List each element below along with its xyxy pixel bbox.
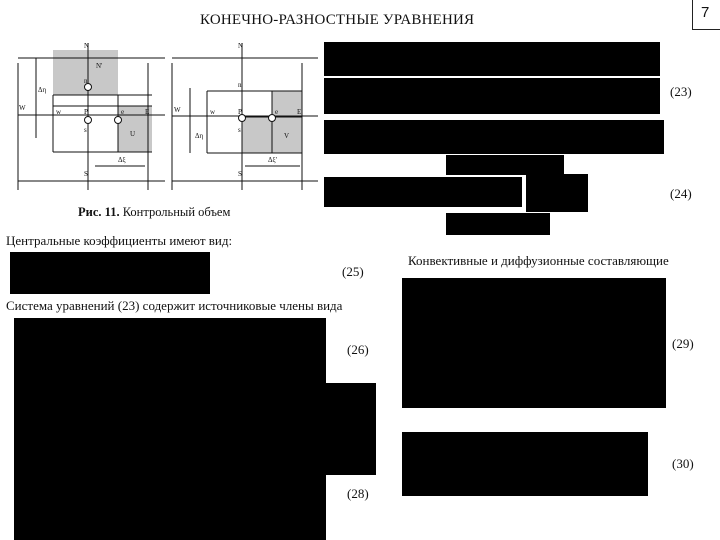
left-label-U: U [130,130,136,138]
equation-number-28: (28) [347,486,369,501]
convective-diffusive-text: Конвективные и диффузионные составляющие [408,253,669,268]
figure-caption-text: Контрольный объем [122,205,231,219]
central-coefficients-text: Центральные коэффициенты имеют вид: [6,233,233,248]
right-label-dy: Δη [195,132,204,140]
control-volume-figure [0,38,320,198]
right-label-V: V [284,132,290,140]
equation-block-27 [326,383,376,475]
left-label-dx: Δξ [118,156,126,164]
left-label-N-top: N [84,42,90,50]
equation-number-23: (23) [670,84,692,99]
left-node-p [85,117,92,124]
right-diagram [172,42,318,190]
equation-block-5 [324,177,522,207]
left-label-N-cell: N' [96,62,103,70]
equation-block-30 [402,432,648,496]
right-label-S: S [238,170,242,178]
equation-number-24: (24) [670,186,692,201]
equation-block-29 [402,278,666,408]
equation-block-7 [446,213,550,235]
right-label-n: n [238,81,242,89]
left-label-s: s [84,126,87,134]
figure-caption [78,205,230,220]
right-label-E: E [297,108,302,116]
left-label-P: P [84,108,88,116]
left-node-e [115,117,122,124]
equation-number-30: (30) [672,456,694,471]
equation-block-3 [324,120,664,154]
page-number: 7 [701,4,710,21]
left-label-E: E [145,108,150,116]
left-label-n: n [84,77,88,85]
right-label-s: s [238,126,241,134]
figure-caption-label: Рис. 11. [78,205,120,219]
equation-block-4 [446,155,564,175]
equation-block-25 [10,252,210,294]
right-label-P: P [238,108,242,116]
page-title: КОНЕЧНО-РАЗНОСТНЫЕ УРАВНЕНИЯ [200,12,475,28]
left-diagram [18,42,165,190]
equation-number-26: (26) [347,342,369,357]
equation-block-26-28 [14,318,326,540]
equation-number-25: (25) [342,264,364,279]
left-label-S: S [84,170,88,178]
right-label-N-top: N [238,42,244,50]
equation-block-2 [324,78,660,114]
right-label-e: e [275,108,279,116]
left-label-e: e [121,108,125,116]
left-label-dy: Δη [38,86,47,94]
equation-block-6 [526,174,588,212]
left-label-w: w [56,108,62,116]
equation-number-29: (29) [672,336,694,351]
right-label-W: W [174,106,181,114]
left-label-W: W [19,104,26,112]
source-terms-text: Система уравнений (23) содержит источниковые члены вида [6,298,343,313]
equation-block-1 [324,42,660,76]
right-label-w: w [210,108,216,116]
right-label-dx: Δξ' [268,156,277,164]
